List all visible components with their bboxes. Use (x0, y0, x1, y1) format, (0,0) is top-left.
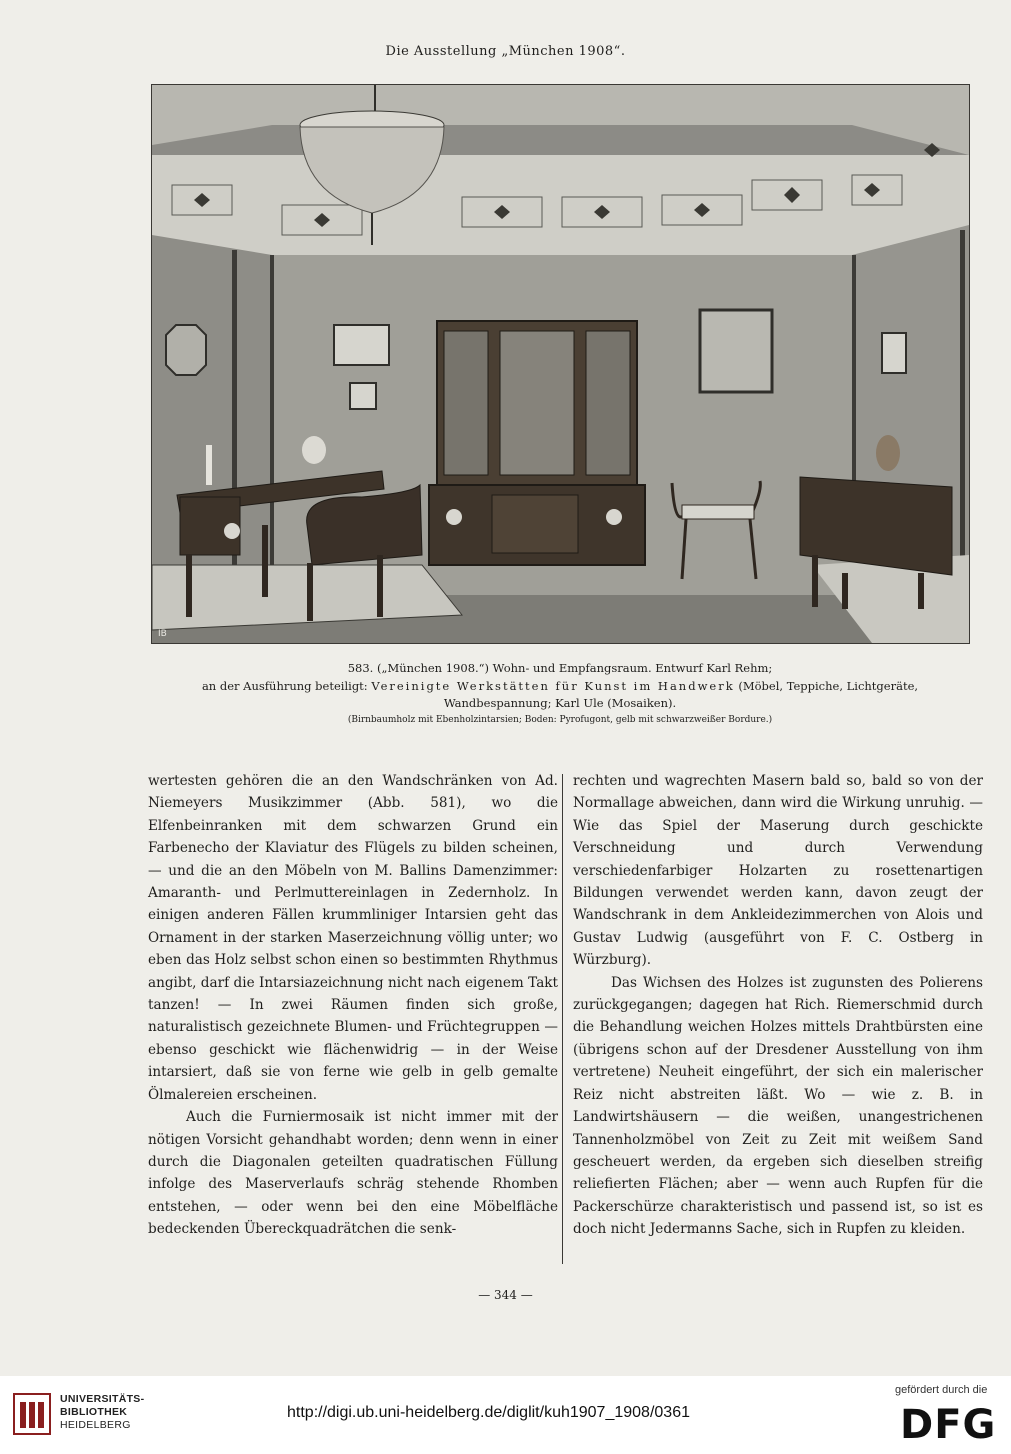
page-number: — 344 — (478, 1288, 533, 1302)
permalink-url[interactable]: http://digi.ub.uni-heidelberg.de/diglit/kuh1907_1908/0361 (287, 1404, 690, 1421)
digitization-footer (0, 1376, 1011, 1454)
right-paragraph-2: Das Wichsen des Holzes ist zugunsten des Polierens zurückgegangen; dagegen hat Rich. Riemerschmid durch die Behandlung weichen Holzes mittels Drahtbürsten eine (übrigens schon auf der Dresdener Ausstellung von ihm vertretene) Neuheit eingeführt, der sich ein malerischer Reiz nicht abstreiten läßt. Wo — wie z. B. in Landwirtshäusern — die weißen, unangestrichenen Tannenholzmöbel von Zeit zu Zeit mit weißem Sand gescheuert werden, da ergeben sich dieselben streifig reliefierten Flächen; aber — wenn auch Rupfen für die Packerschürze charakteristisch und passend ist, so ist es doch nicht Jedermanns Sache, sich in Rupfen zu kleiden. (573, 974, 983, 1238)
library-seal-icon (12, 1392, 52, 1436)
caption-line-2 (120, 678, 1000, 696)
university-library-logo (12, 1392, 52, 1436)
university-library-name (60, 1393, 144, 1432)
room-illustration (152, 85, 969, 643)
room-photograph (151, 84, 970, 644)
caption-line-1: 583. („München 1908.“) Wohn- und Empfangsraum. Entwurf Karl Rehm; (347, 661, 773, 675)
uni-line-3: HEIDELBERG (60, 1419, 131, 1431)
text-column-right (573, 770, 983, 1241)
dfg-logo: DFG (900, 1402, 997, 1448)
uni-line-1: UNIVERSITÄTS- (60, 1393, 145, 1405)
column-rule (562, 774, 563, 1264)
caption-line-3: Wandbespannung; Karl Ule (Mosaiken). (443, 696, 677, 710)
uni-line-2: BIBLIOTHEK (60, 1406, 128, 1418)
caption-line-2-c: (Möbel, Teppiche, Lichtgeräte, (738, 678, 919, 693)
left-paragraph-1: wertesten gehören die an den Wandschränken von Ad. Niemeyers Musikzimmer (Abb. 581), wo die Elfenbeinranken mit dem schwarzen Grund ein Farbenecho der Klaviatur des Flügels zu bilden scheinen, — und die an den Möbeln von M. Ballins Damenzimmer: Amaranth- und Perlmuttereinlagen in Zedernholz. In einigen anderen Fällen krummliniger Intarsien geht das Ornament in der starken Maserzeichnung völlig unter; wo eben das Holz selbst schon einen so bestimmten Rhythmus angibt, darf die Intarsiazeichnung nicht nach eigenem Takt tanzen! — In zwei Räumen finden sich große, naturalistisch gezeichnete Blumen- und Früchtegruppen — ebenso geschickt wie flächenwidrig — in der Weise intarsiert, daß sie von ferne wie gelb in gelb gemalte Ölmalereien erscheinen. (148, 773, 558, 1103)
caption-line-2-a: an der Ausführung beteiligt: (201, 678, 368, 693)
running-head: Die Ausstellung „München 1908“. (385, 44, 626, 59)
caption-line-4: (Birnbaumholz mit Ebenholzintarsien; Boden: Pyrofugont, gelb mit schwarzweißer Bordure.) (347, 714, 773, 725)
photo-monogram: IB (158, 629, 167, 639)
funding-note: gefördert durch die (895, 1384, 988, 1396)
right-paragraph-1: rechten und wagrechten Masern bald so, bald so von der Normallage abweichen, dann wird die Wirkung unruhig. — Wie das Spiel der Maserung durch geschickte Verschneidung und durch Verwendung verschiedenfarbiger Holzarten zu rosettenartigen Bildungen verwendet werden kann, davon zeugt der Wandschrank in dem Ankleidezimmerchen von Alois und Gustav Ludwig (ausgeführt von F. C. Ostberg in Würzburg). (573, 773, 983, 969)
left-paragraph-2: Auch die Furniermosaik ist nicht immer mit der nötigen Vorsicht gehandhabt worden; denn wenn in einer durch die Diagonalen geteilten quadratischen Füllung infolge des Maserverlaufs schräg stehende Rhomben entstehen, — oder wenn bei den eine Möbelfläche bedeckenden Übereckquadrätchen die senk- (148, 1109, 558, 1238)
figure-caption (120, 660, 1000, 727)
text-column-left (148, 770, 558, 1241)
caption-line-2-b: Vereinigte Werkstätten für Kunst im Handwerk (371, 678, 735, 693)
